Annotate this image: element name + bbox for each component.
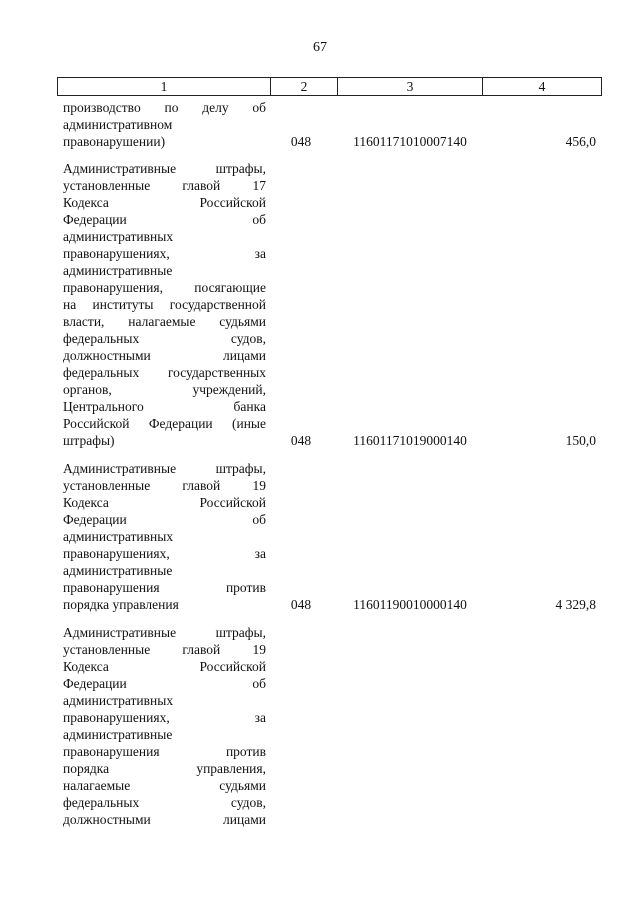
description-line: правонарушения, посягающие bbox=[63, 280, 266, 295]
description-line: Федерации об bbox=[63, 212, 266, 227]
row-description bbox=[63, 624, 266, 828]
page-number: 67 bbox=[313, 40, 327, 55]
budget-classification-code: 11601190010000140 bbox=[353, 597, 467, 612]
row-description bbox=[63, 160, 266, 449]
header-row bbox=[58, 78, 602, 96]
description-line: порядка управления, bbox=[63, 761, 266, 776]
description-line: федеральных судов, bbox=[63, 331, 266, 346]
description-line: установленные главой 17 bbox=[63, 178, 266, 193]
description-line: Российской Федерации (иные bbox=[63, 416, 266, 431]
description-line: установленные главой 19 bbox=[63, 478, 266, 493]
table-header bbox=[57, 77, 602, 96]
description-line: правонарушениях, за bbox=[63, 710, 266, 725]
description-line: Центрального банка bbox=[63, 399, 266, 414]
amount: 456,0 bbox=[565, 134, 596, 149]
amount: 4 329,8 bbox=[555, 597, 596, 612]
description-line: порядка управления bbox=[63, 597, 179, 612]
header-col-1: 1 bbox=[58, 78, 271, 96]
description-line: должностными лицами bbox=[63, 348, 266, 363]
header-col-2: 2 bbox=[271, 78, 338, 96]
budget-classification-code: 11601171010007140 bbox=[353, 134, 467, 149]
description-line: налагаемые судьями bbox=[63, 778, 266, 793]
description-line: Федерации об bbox=[63, 512, 266, 527]
description-line: административные bbox=[63, 263, 173, 278]
description-line: административных bbox=[63, 693, 174, 708]
admin-code: 048 bbox=[290, 433, 312, 448]
description-line: власти, налагаемые судьями bbox=[63, 314, 266, 329]
description-line: правонарушении) bbox=[63, 134, 166, 149]
description-line: Административные штрафы, bbox=[63, 161, 266, 176]
amount: 150,0 bbox=[565, 433, 596, 448]
description-line: административные bbox=[63, 727, 173, 742]
description-line: административные bbox=[63, 563, 173, 578]
header-col-4: 4 bbox=[483, 78, 602, 96]
budget-classification-code: 11601171019000140 bbox=[353, 433, 467, 448]
description-line: Административные штрафы, bbox=[63, 461, 266, 476]
row-description bbox=[63, 99, 266, 150]
description-line: федеральных судов, bbox=[63, 795, 266, 810]
row-description bbox=[63, 460, 266, 613]
description-line: Кодекса Российской bbox=[63, 495, 266, 510]
description-line: административных bbox=[63, 229, 174, 244]
description-line: органов, учреждений, bbox=[63, 382, 266, 397]
admin-code: 048 bbox=[290, 134, 312, 149]
description-line: административном bbox=[63, 117, 173, 132]
description-line: Федерации об bbox=[63, 676, 266, 691]
description-line: установленные главой 19 bbox=[63, 642, 266, 657]
description-line: правонарушениях, за bbox=[63, 246, 266, 261]
description-line: производство по делу об bbox=[63, 100, 266, 115]
admin-code: 048 bbox=[290, 597, 312, 612]
header-col-3: 3 bbox=[338, 78, 483, 96]
description-line: Административные штрафы, bbox=[63, 625, 266, 640]
description-line: Кодекса Российской bbox=[63, 195, 266, 210]
description-line: должностными лицами bbox=[63, 812, 266, 827]
description-line: Кодекса Российской bbox=[63, 659, 266, 674]
description-line: правонарушения против bbox=[63, 580, 266, 595]
description-line: административных bbox=[63, 529, 174, 544]
description-line: правонарушениях, за bbox=[63, 546, 266, 561]
description-line: правонарушения против bbox=[63, 744, 266, 759]
description-line: штрафы) bbox=[63, 433, 115, 448]
description-line: федеральных государственных bbox=[63, 365, 266, 380]
description-line: на институты государственной bbox=[63, 297, 266, 312]
